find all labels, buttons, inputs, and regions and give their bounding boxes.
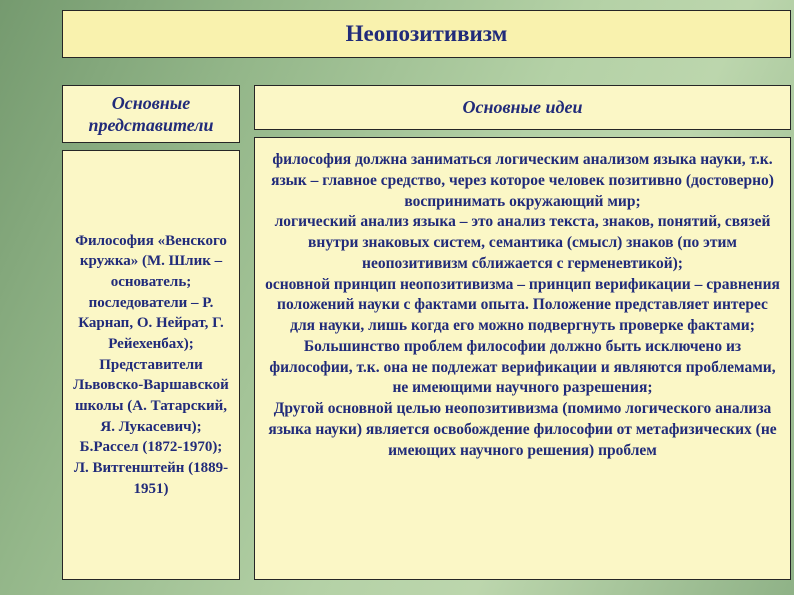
representatives-header-text: Основные представители [88, 92, 214, 135]
page-title [62, 10, 791, 58]
representative-item: Представители Львовско-Варшавской школы (А. Татарский, Я. Лукасевич); [73, 356, 229, 435]
ideas-header [254, 85, 791, 130]
ideas-box [254, 137, 791, 580]
idea-item: Другой основной целью неопозитивизма (помимо логического анализа языка науки) является освобождение философии от метафизических (не имеющих научного решения) проблем [268, 400, 777, 459]
idea-item: философия должна заниматься логическим анализом языка науки, т.к. язык – главное средство, через которое человек позитивно (достоверно) воспринимать окружающий мир; [271, 151, 774, 210]
representatives-header [62, 85, 240, 143]
representative-item: Философия «Венского кружка» (М. Шлик – основатель; последователи – Р. Карнап, О. Нейрат, Г. Рейехенбах); [75, 232, 227, 352]
page-title-text: Неопозитивизм [345, 21, 508, 46]
idea-item: основной принцип неопозитивизма – принцип верификации – сравнения положений науки с фактами опыта. Положение представляет интерес для науки, лишь когда его можно подвергнуть проверке фактами; [265, 275, 780, 335]
representative-item: Б.Рассел (1872-1970); [79, 439, 223, 456]
idea-item: Большинство проблем философии должно быть исключено из философии, т.к. она не подлежат верификации и являются проблемами, не имеющими научного разрешения; [269, 337, 776, 397]
representative-item: Л. Витгенштейн (1889-1951) [73, 460, 229, 497]
representatives-box [62, 150, 240, 580]
idea-item: логический анализ языка – это анализ текста, знаков, понятий, связей внутри знаковых систем, семантика (смысл) знаков (по этим неопозитивизм сближается с герменевтикой); [274, 213, 771, 272]
ideas-header-text: Основные идеи [462, 97, 583, 117]
